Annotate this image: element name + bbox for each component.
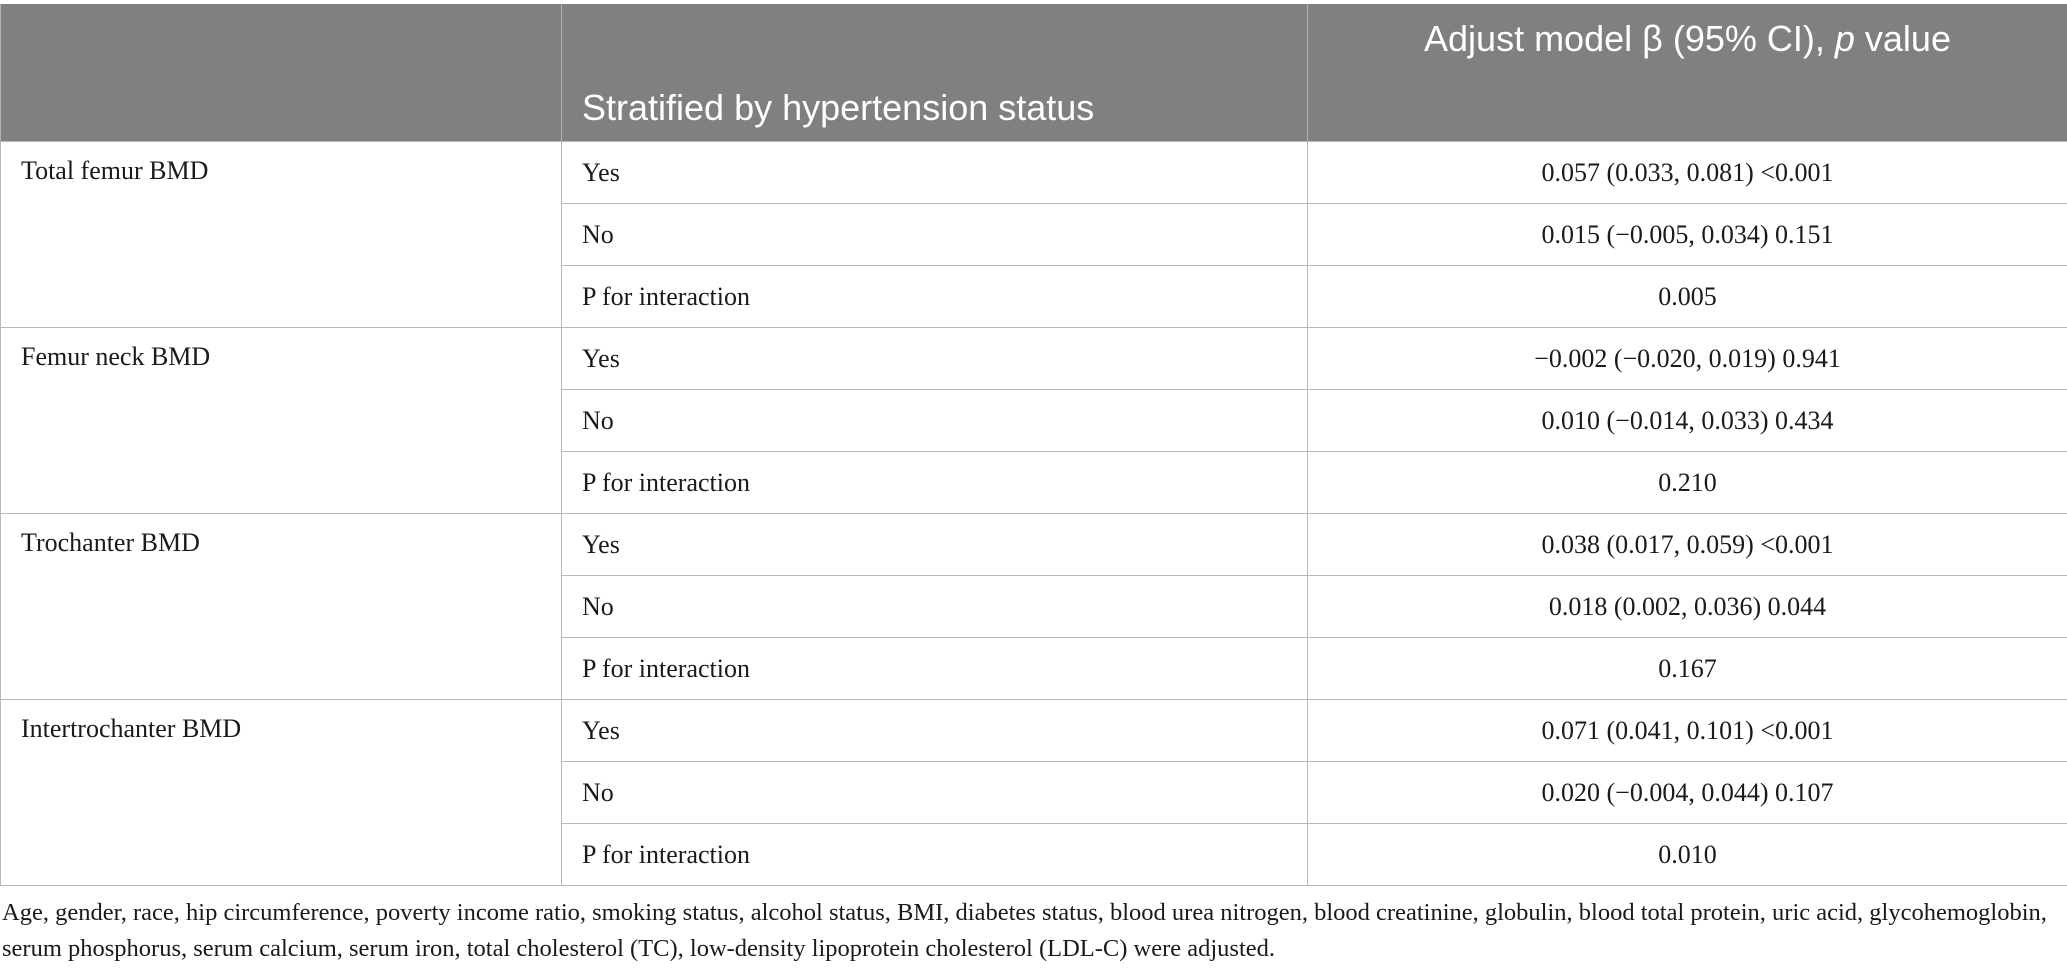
header-model-p: p — [1834, 18, 1855, 59]
group-label-intertrochanter: Intertrochanter BMD — [1, 700, 562, 886]
strat-cell: P for interaction — [562, 452, 1308, 514]
strat-cell: No — [562, 204, 1308, 266]
header-model-suffix: value — [1854, 18, 1951, 59]
value-cell: 0.010 (−0.014, 0.033) 0.434 — [1308, 390, 2067, 452]
value-cell: −0.002 (−0.020, 0.019) 0.941 — [1308, 328, 2067, 390]
strat-cell: P for interaction — [562, 638, 1308, 700]
table-header — [1, 4, 2067, 142]
value-cell: 0.057 (0.033, 0.081) <0.001 — [1308, 142, 2067, 204]
value-cell: 0.010 — [1308, 824, 2067, 886]
value-cell: 0.005 — [1308, 266, 2067, 328]
value-cell: 0.071 (0.041, 0.101) <0.001 — [1308, 700, 2067, 762]
group-label-femur-neck: Femur neck BMD — [1, 328, 562, 514]
strat-cell: Yes — [562, 328, 1308, 390]
strat-cell: Yes — [562, 700, 1308, 762]
value-cell: 0.038 (0.017, 0.059) <0.001 — [1308, 514, 2067, 576]
value-cell: 0.210 — [1308, 452, 2067, 514]
strat-cell: P for interaction — [562, 824, 1308, 886]
results-table — [0, 4, 2067, 886]
strat-cell: No — [562, 762, 1308, 824]
header-stratified-cell — [562, 4, 1308, 142]
results-table-container — [0, 4, 2067, 886]
strat-cell: No — [562, 390, 1308, 452]
value-cell: 0.020 (−0.004, 0.044) 0.107 — [1308, 762, 2067, 824]
strat-cell: No — [562, 576, 1308, 638]
value-cell: 0.018 (0.002, 0.036) 0.044 — [1308, 576, 2067, 638]
strat-cell: P for interaction — [562, 266, 1308, 328]
value-cell: 0.167 — [1308, 638, 2067, 700]
header-model-prefix: Adjust model β (95% CI), — [1424, 18, 1835, 59]
header-model-label — [1308, 18, 2067, 60]
group-label-total-femur: Total femur BMD — [1, 142, 562, 328]
header-model-cell — [1308, 4, 2067, 142]
value-cell: 0.015 (−0.005, 0.034) 0.151 — [1308, 204, 2067, 266]
table-body — [1, 142, 2067, 886]
header-blank-cell — [1, 4, 562, 142]
strat-cell: Yes — [562, 514, 1308, 576]
table-row — [1, 514, 2067, 576]
table-row — [1, 328, 2067, 390]
table-row — [1, 700, 2067, 762]
group-label-trochanter: Trochanter BMD — [1, 514, 562, 700]
strat-cell: Yes — [562, 142, 1308, 204]
header-stratified-label: Stratified by hypertension status — [582, 87, 1095, 128]
table-footnote: Age, gender, race, hip circumference, poverty income ratio, smoking status, alcohol status, BMI, diabetes status, blood urea nitrogen, blood creatinine, globulin, blood total protein, uric acid, glycohemoglobin, serum phosphorus, serum calcium, serum iron, total cholesterol (TC), low-density lipoprotein cholesterol (LDL-C) were adjusted. — [2, 899, 2047, 962]
table-row — [1, 142, 2067, 204]
